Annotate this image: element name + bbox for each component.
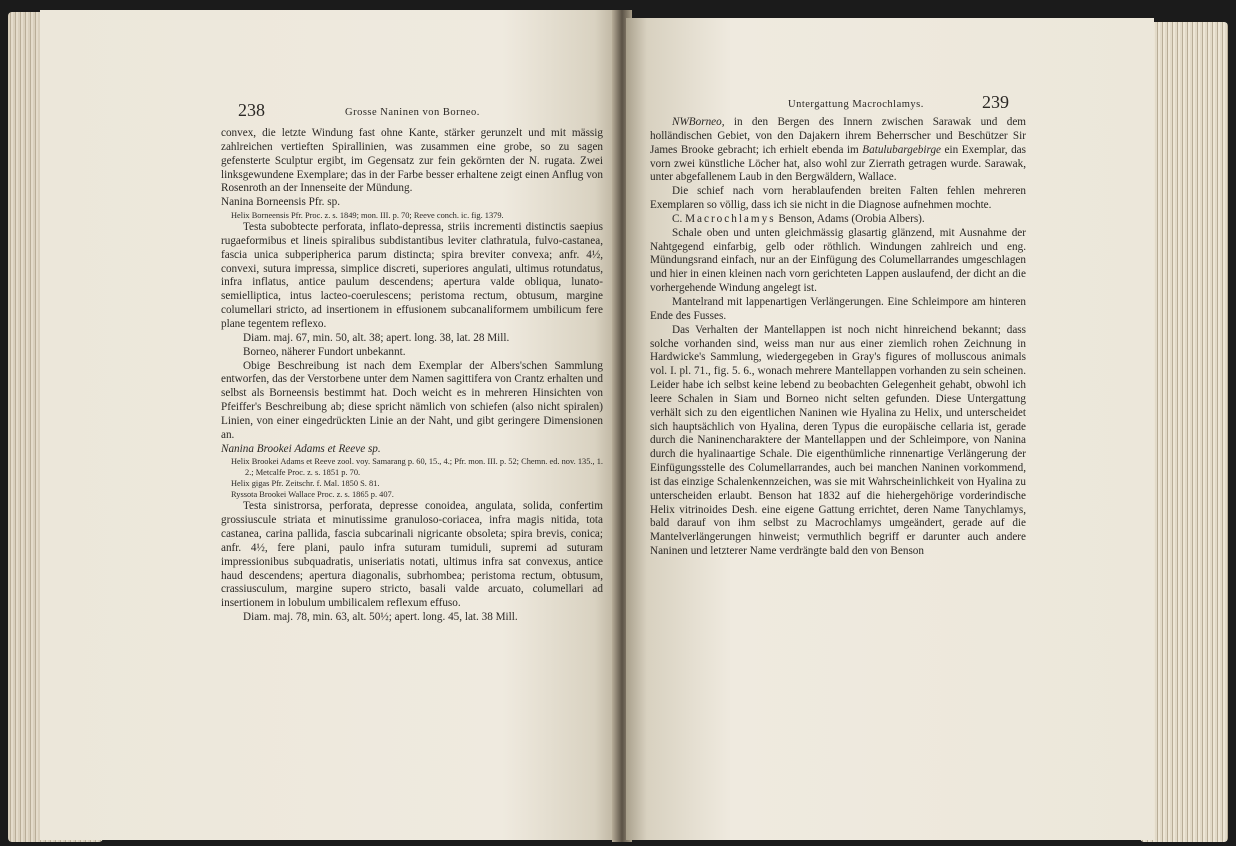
page-number-left: 238: [238, 100, 265, 120]
paragraph: Borneo, näherer Fundort unbekannt.: [243, 345, 406, 358]
synonymy-entry: Ryssota Brookei Wallace Proc. z. s. 1865 p. 407.: [231, 490, 394, 500]
running-head-left: Grosse Naninen von Borneo.: [345, 107, 480, 118]
paragraph: Testa sinistrorsa, perforata, depresse conoidea, angulata, solida, confertim grossiuscule striata et minutissime granuloso-coriacea, infra magis nitida, tota castanea, carina pallida, fascia subcarinali nigricante obsoleta; spira brevis, conica; anfr. 4½, fere plani, paulo infra suturam tumiduli, supremi ad suturam impressionibus subquadratis, uniseriatis notati, ultimus infra sat convexus, antice haud descendens; apertura diagonalis, subrhombea; peristoma rectum, obtusum, crassiusculum, margine supero stricto, basali valde arcuato, columellari ad insertionem in lobulum umbilicalem reflexum effuso.: [221, 500, 603, 610]
paragraph: [650, 116, 1026, 185]
left-page-text: [221, 127, 603, 625]
paragraph: Diam. maj. 78, min. 63, alt. 50½; apert. long. 45, lat. 38 Mill.: [243, 611, 518, 624]
species-heading: Nanina Borneensis Pfr. sp.: [221, 196, 341, 209]
synonymy-entry: Helix gigas Pfr. Zeitschr. f. Mal. 1850 S. 81.: [231, 479, 380, 489]
paragraph-text: ein Exemplar, das vorn zwei künstliche Löcher hat, also wohl zur Zierrath getragen wurde. Sarawak, unter abgefallenem Laub in den Bergwäldern, Wallace.: [650, 143, 1026, 184]
paragraph-text: in den Bergen des Innern zwischen Sarawak und dem holländischen Gebiet, von den Dajakern ihrem Beherrscher und Beschützer Sir James Brooke gebracht; ich erhielt ebenda im: [650, 116, 1026, 156]
synonymy-entry: Helix Brookei Adams et Reeve zool. voy. Samarang p. 60, 15., 4.; Pfr. mon. III. p. 52; Chemn. ed. nov. 135., 1. 2.; Metcalfe Proc. z. s. 1851 p. 70.: [231, 457, 603, 478]
paragraph: Diam. maj. 67, min. 50, alt. 38; apert. long. 38, lat. 28 Mill.: [243, 331, 510, 344]
locality: Batulubargebirge: [862, 143, 941, 156]
section-prefix: C.: [672, 212, 686, 225]
right-page: [626, 18, 1154, 840]
locality: NWBorneo,: [672, 116, 725, 128]
paragraph: Das Verhalten der Mantellappen ist noch nicht hinreichend bekannt; dass solche vorhanden sind, weiss man nur aus einer ziemlich rohen Zeichnung in Hardwicke's Sammlung, wiedergegeben in Gray's figures of molluscous animals vol. I. pl. 71., fig. 5. 6., wonach mehrere Mantellappen vorhanden zu sein scheinen. Leider habe ich selbst keine lebend zu beobachten Gelegenheit gehabt, obwohl ich leere Schalen in Siam und Borneo nicht selten gefunden. Diese Untergattung verhält sich zu den eigentlichen Naninen wie Hyalina zu Helix, und unterscheidet sich hauptsächlich von Hyalina, deren Typus die europäische cellaria ist, gerade durch die Naninencharaktere der Mantellappen und der Schleimpore, von Nanina durch die hyalinaartige Schale. Die eigenthümliche rinnenartige Verlängerung der Einfügungsstelle des Columellarrandes, auch bei manchen Naninen vorkommend, ist das einzige Schalenkennzeichen, was sie mit Wahrscheinlichkeit von Hyalina zu unterscheiden erlaubt. Benson hat 1832 auf die hiehergehörige vorderindische Helix vitrinoides Desh. eine eigene Gattung errichtet, deren Name Tanychlamys, bald darauf von ihm selbst zu Macrochlamys umgeändert, gerade auf die Mantelverlängerungen hinweist; vermuthlich begriff er darunter auch andere Naninen und letzterer Name verdrängte bald den von Benson: [650, 323, 1026, 558]
left-page: [40, 10, 618, 840]
running-head-right: Untergattung Macrochlamys.: [788, 99, 924, 110]
paragraph: Schale oben und unten gleichmässig glasartig glänzend, mit Ausnahme der Nahtgegend einfarbig, gelb oder röthlich. Windungen zahlreich und eng. Mündungsrand einfach, nur an der Einfügung des Columellarrandes umgeschlagen und hier in einen kleinen nach vorn gerichteten Lappen auslaufend, der dicht an die vorhergehende Windung angelegt ist.: [650, 226, 1026, 295]
section-heading: [650, 213, 1026, 227]
species-heading: Nanina Brookei Adams et Reeve sp.: [221, 442, 381, 455]
paragraph: Mantelrand mit lappenartigen Verlängerungen. Eine Schleimpore am hinteren Ende des Fusses.: [650, 295, 1026, 322]
paragraph: Obige Beschreibung ist nach dem Exemplar der Albers'schen Sammlung entworfen, das der Verstorbene unter dem Namen sagittifera von Crantz erhalten und selbst als Borneensis bestimmt hat. Doch weicht es in mehreren Hinsichten von Pfeiffer's Beschreibung ab; diese spricht nämlich von schiefen (also nicht spiralen) Linien, von einer eingedrückten Linie an der Naht, und gibt geringere Dimensionen an.: [221, 359, 603, 441]
paragraph: Die schief nach vorn herablaufenden breiten Falten fehlen mehreren Exemplaren so völlig, dass ich sie nicht in die Diagnose aufnehmen mochte.: [650, 185, 1026, 212]
section-name: Macrochlamys: [685, 212, 776, 225]
right-page-text: [650, 116, 1026, 559]
paragraph: Testa subobtecte perforata, inflato-depressa, striis incrementi distinctis saepius rugaeformibus et lineis spiralibus subdistantibus leviter clathratula, fulvo-castanea, fascia unica subperipherica parum distincta; spira breviter convexa; anfr. 4½, convexi, sutura impressa, simplice discreti, superiores angulati, ultimus rotundatus, infra inflatus, antice paulum descendens; apertura valde obliqua, lunato-semielliptica, intus lacteo-coerulescens; peristoma rectum, obtusum, margine columellari stricto, ad insertionem in effusionem subcanaliformem umbilicum fere plane tegentem reflexo.: [221, 221, 603, 330]
paragraph: convex, die letzte Windung fast ohne Kante, stärker gerunzelt und mit mässig zahlreichen vertieften Spirallinien, was zusammen eine grobe, so zu sagen gefensterte Sculptur ergibt, im Gegensatz zur fein gekörnten der N. rugata. Zwei linksgewundene Exemplare; das in der Farbe besser erhaltene zeigt einen Anflug von Rosenroth an der Innenseite der Mündung.: [221, 127, 603, 195]
section-authors: Benson, Adams (Orobia Albers).: [775, 212, 925, 225]
page-number-right: 239: [982, 92, 1009, 112]
synonymy-entry: Helix Borneensis Pfr. Proc. z. s. 1849; mon. III. p. 70; Reeve conch. ic. fig. 1379.: [231, 211, 504, 221]
